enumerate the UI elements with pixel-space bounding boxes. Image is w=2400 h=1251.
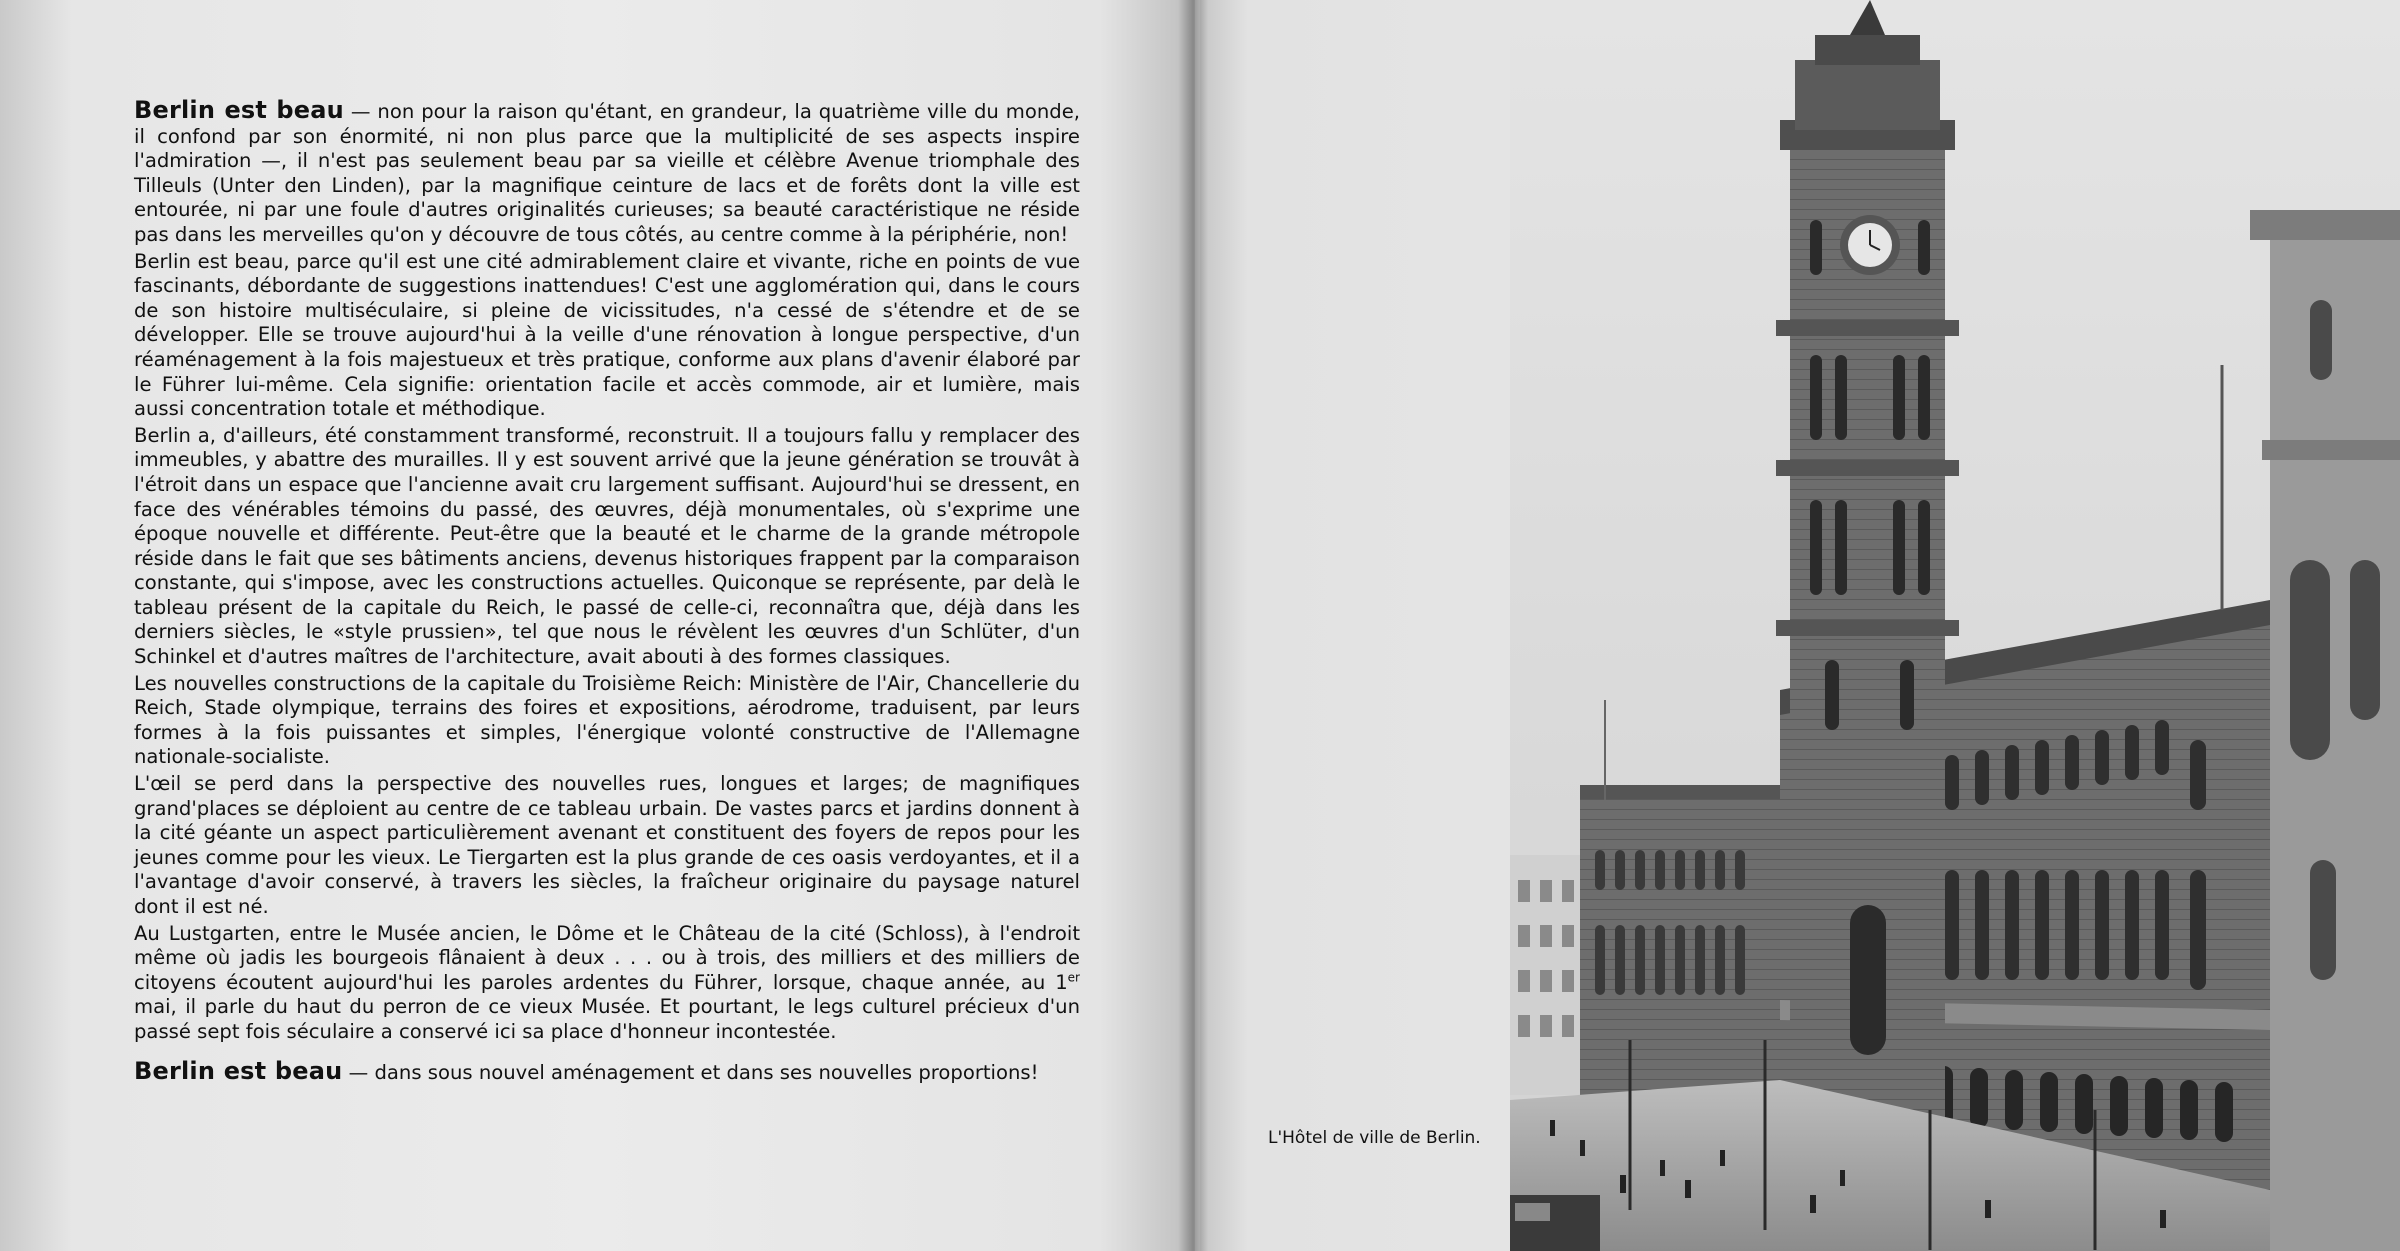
book-gutter	[1178, 0, 1208, 1251]
paragraph-5: L'œil se perd dans la perspective des nouvelles rues, longues et larges; de magnifiques grand'places se déploient au centre de ce tableau urbain. De vastes parcs et jardins donnent à la cité géante un aspect particulièrement avenant et constituent des foyers de repos pour les jeunes comme pour les vieux. Le Tiergarten est la plus grande de ces oasis verdoyantes, et il a l'avantage d'avoir conservé, à travers les siècles, la fraîcheur originaire du paysage naturel dont il est né.	[134, 772, 1080, 918]
paragraph-4: Les nouvelles constructions de la capitale du Troisième Reich: Ministère de l'Air, Chancellerie du Reich, Stade olympique, terrains des foires et expositions, aérodrome, traduisent, par leurs formes à la fois puissantes et simples, l'énergique volonté constructive de l'Allemagne nationale-socialiste.	[134, 671, 1080, 769]
closing-line: Berlin est beau — dans sous nouvel aménagement et dans ses nouvelles proportions!	[134, 1056, 1039, 1085]
paragraph-2: Berlin est beau, parce qu'il est une cité admirablement claire et vivante, riche en points de vue fascinants, débordante de suggestions inattendues! C'est une agglomération qui, dans le cours de son histoire multiséculaire, si pleine de vicissitudes, n'a cessé de s'étendre et de se développer. Elle se trouve aujourd'hui à la veille d'une rénovation à longue perspective, d'un réaménagement à la fois majestueux et très pratique, conforme aux plans d'avenir élaboré par le Führer lui-même. Cela signifie: orientation facile et accès commode, air et lumière, mais aussi concentration totale et méthodique.	[134, 249, 1080, 421]
paragraph-6: Au Lustgarten, entre le Musée ancien, le Dôme et le Château de la cité (Schloss), à l'endroit même où jadis les bourgeois flânaient à deux . . . ou à trois, des milliers et des milliers de citoyens écoutent aujourd'hui les paroles ardentes du Führer, lorsque, chaque année, au 1er mai, il parle du haut du perron de ce vieux Musée. Et pourtant, le legs culturel précieux d'un passé sept fois séculaire a conservé ici sa place d'honneur incontestée.	[134, 921, 1080, 1043]
photo-caption: L'Hôtel de ville de Berlin.	[1268, 1128, 1481, 1148]
paragraph-3: Berlin a, d'ailleurs, été constamment transformé, reconstruit. Il a toujours fallu y remplacer des immeubles, y abattre des murailles. Il y est souvent arrivé que la jeune génération se trouvât à l'étroit dans un espace que l'ancienne avait cru largement suffisant. Aujourd'hui se dressent, en face des vénérables témoins du passé, des œuvres, déjà monumentales, où s'exprime une époque nouvelle et différente. Peut-être que la beauté et le charme de la grande métropole réside dans le fait que ses bâtiments anciens, devenus historiques frappent par la comparaison constante, qui s'impose, avec les constructions actuelles. Quiconque se représente, par delà le tableau présent de la capitale du Reich, le passé de celle-ci, reconnaîtra que, déjà dans les derniers siècles, le «style prussien», tel que nous le révèlent les œuvres d'un Schlüter, d'un Schinkel et d'autres maîtres de l'architecture, avait abouti à des formes classiques.	[134, 423, 1080, 669]
closing-lead-phrase: Berlin est beau	[134, 1056, 343, 1085]
lead-phrase: Berlin est beau	[134, 96, 344, 124]
body-text	[134, 98, 1080, 1087]
paragraph-1: Berlin est beau — non pour la raison qu'étant, en grandeur, la quatrième ville du monde, il confond par son énormité, ni non plus parce que la multiplicité de ses aspects inspire l'admiration —, il n'est pas seulement beau par sa vieille et célèbre Avenue triomphale des Tilleuls (Unter den Linden), par la magnifique ceinture de lacs et de forêts dont la ville est entourée, ni par une foule d'autres originalités curieuses; sa beauté caractéristique ne réside pas dans les merveilles qu'on y découvre de tous côtés, au centre comme à la périphérie, non!	[134, 96, 1080, 246]
town-hall-photo	[1510, 0, 2400, 1251]
